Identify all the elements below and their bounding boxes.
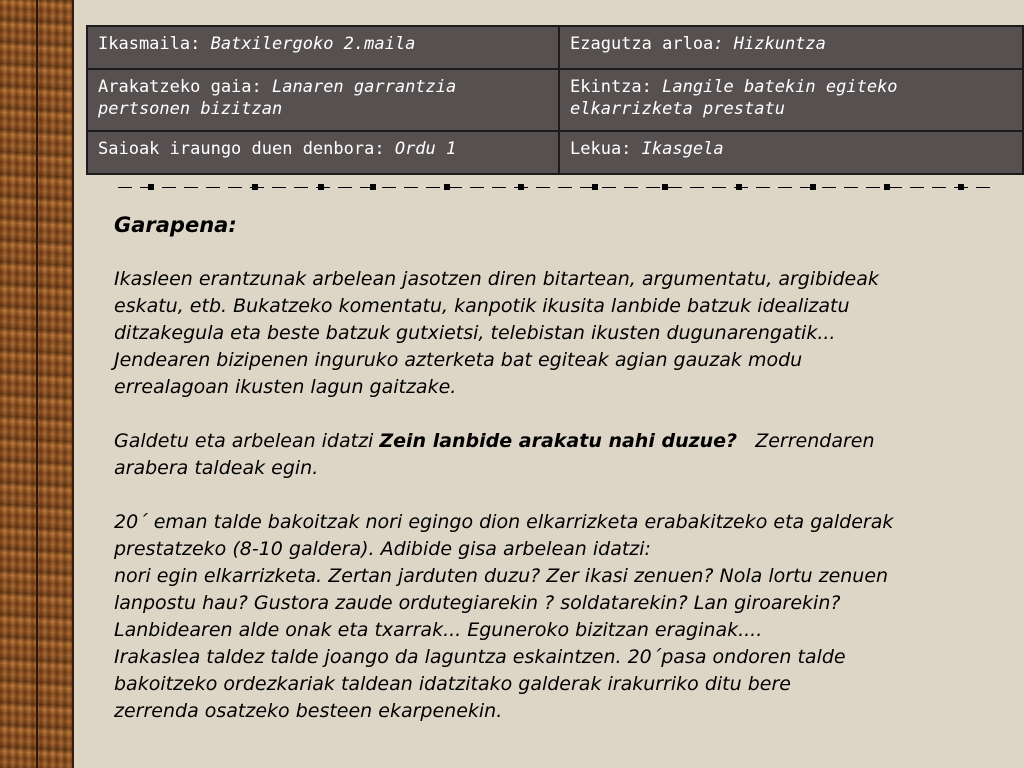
cell-grade bbox=[87, 26, 559, 69]
text-line: Jendearen bizipenen inguruko azterketa bat egiteak agian gauzak modu bbox=[114, 349, 803, 371]
question-highlight: Zein lanbide arakatu nahi duzue? bbox=[379, 430, 738, 452]
topic-value-line2: pertsonen bizitzan bbox=[98, 99, 283, 119]
section-heading: Garapena: bbox=[114, 213, 237, 237]
paragraph-3 bbox=[114, 509, 994, 725]
grade-label: Ikasmaila: bbox=[98, 34, 201, 54]
location-value: Ikasgela bbox=[641, 139, 724, 159]
divider-dot bbox=[736, 184, 742, 190]
text-line-suffix: Zerrendaren bbox=[737, 430, 875, 452]
divider-dot bbox=[444, 184, 450, 190]
cell-location bbox=[559, 131, 1023, 174]
topic-label: Arakatzeko gaia: bbox=[98, 77, 262, 97]
text-line: eskatu, etb. Bukatzeko komentatu, kanpotik ikusita lanbide batzuk idealizatu bbox=[114, 295, 850, 317]
divider-dot bbox=[518, 184, 524, 190]
text-line: ditzakegula eta beste batzuk gutxietsi, telebistan ikusten dugunarengatik... bbox=[114, 322, 836, 344]
cell-activity bbox=[559, 69, 1023, 131]
text-line: zerrenda osatzeko besteen ekarpenekin. bbox=[114, 700, 503, 722]
wood-divider bbox=[36, 0, 38, 768]
activity-value-line1: Langile batekin egiteko bbox=[662, 77, 898, 97]
cell-duration bbox=[87, 131, 559, 174]
text-line: bakoitzeko ordezkariak taldean idatzitako galderak irakurriko ditu bere bbox=[114, 673, 791, 695]
text-line: Irakaslea taldez talde joango da laguntza eskaintzen. 20´pasa ondoren talde bbox=[114, 646, 846, 668]
text-line-prefix: Galdetu eta arbelean idatzi bbox=[114, 430, 380, 452]
text-line: 20´ eman talde bakoitzak nori egingo dion elkarrizketa erabakitzeko eta galderak bbox=[114, 511, 894, 533]
cell-subject-area bbox=[559, 26, 1023, 69]
divider-dot bbox=[148, 184, 154, 190]
info-table bbox=[86, 25, 1024, 175]
location-label: Lekua: bbox=[570, 139, 632, 159]
divider-dot bbox=[370, 184, 376, 190]
paragraph-1 bbox=[114, 266, 994, 401]
info-row-3 bbox=[87, 131, 1023, 174]
info-row-1 bbox=[87, 26, 1023, 69]
divider-dot bbox=[958, 184, 964, 190]
text-line bbox=[114, 428, 994, 455]
topic-value-line1: Lanaren garrantzia bbox=[272, 77, 457, 97]
text-line: Ikasleen erantzunak arbelean jasotzen diren bitartean, argumentatu, argibideak bbox=[114, 268, 879, 290]
divider-dot bbox=[884, 184, 890, 190]
dashed-divider bbox=[118, 184, 992, 190]
duration-value: Ordu 1 bbox=[394, 139, 457, 159]
activity-value-line2: elkarrizketa prestatu bbox=[570, 99, 785, 119]
text-line: lanpostu hau? Gustora zaude ordutegiarekin ? soldatarekin? Lan giroarekin? bbox=[114, 592, 841, 614]
subject-area-value: : Hizkuntza bbox=[713, 34, 826, 54]
duration-label: Saioak iraungo duen denbora: bbox=[98, 139, 385, 159]
divider-dot bbox=[252, 184, 258, 190]
subject-area-label: Ezagutza arloa bbox=[570, 34, 714, 54]
cell-topic bbox=[87, 69, 559, 131]
wood-divider bbox=[72, 0, 74, 768]
text-line: errealagoan ikusten lagun gaitzake. bbox=[114, 376, 457, 398]
activity-label: Ekintza: bbox=[570, 77, 652, 97]
text-line: Lanbidearen alde onak eta txarrak... Eguneroko bizitzan eraginak.... bbox=[114, 619, 763, 641]
divider-dot bbox=[662, 184, 668, 190]
text-line: nori egin elkarrizketa. Zertan jarduten duzu? Zer ikasi zenuen? Nola lortu zenuen bbox=[114, 565, 889, 587]
info-row-2 bbox=[87, 69, 1023, 131]
lesson-content bbox=[114, 212, 994, 725]
wood-sidebar-decoration bbox=[0, 0, 74, 768]
text-line: arabera taldeak egin. bbox=[114, 457, 319, 479]
divider-dot bbox=[592, 184, 598, 190]
grade-value: Batxilergoko 2.maila bbox=[210, 34, 416, 54]
divider-dot bbox=[318, 184, 324, 190]
text-line: prestatzeko (8-10 galdera). Adibide gisa arbelean idatzi: bbox=[114, 538, 651, 560]
divider-dot bbox=[810, 184, 816, 190]
paragraph-2 bbox=[114, 428, 994, 482]
